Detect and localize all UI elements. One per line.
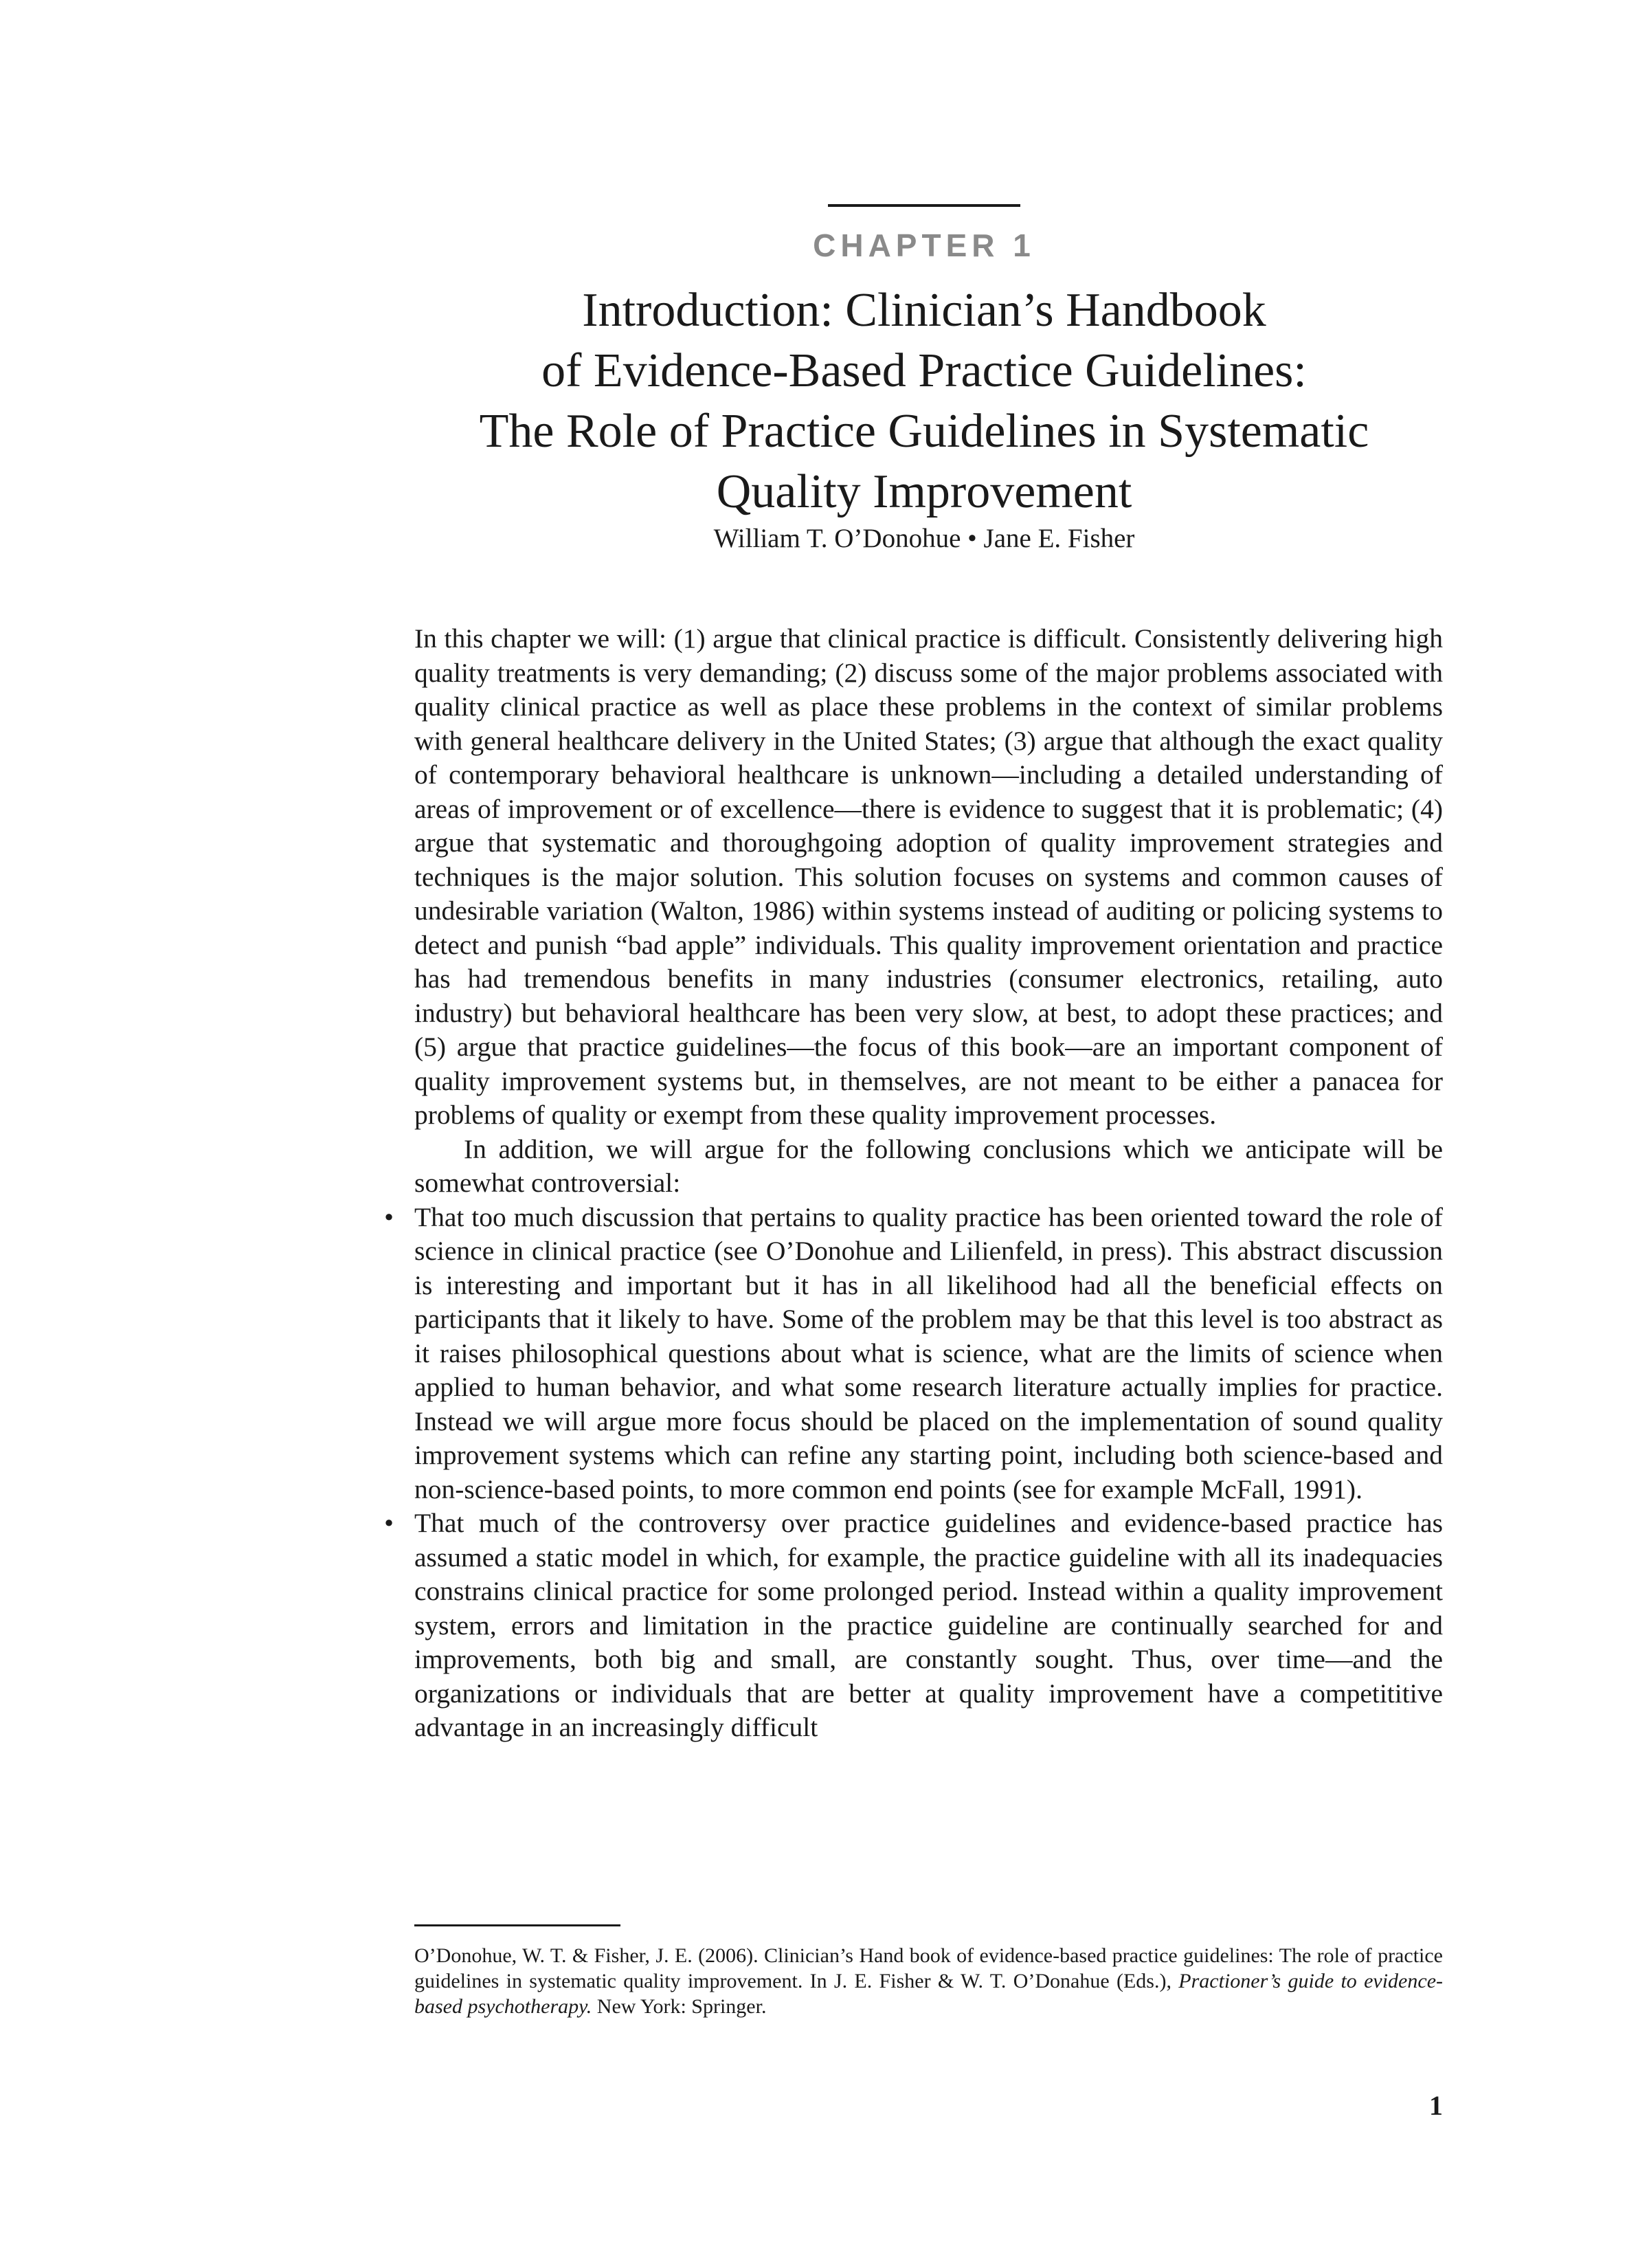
list-item [384,1201,1443,1507]
conclusions-list [384,1201,1443,1745]
page-number: 1 [1429,2090,1443,2121]
list-item-text: That much of the controversy over practice guidelines and evidence-based practice has assumed a static model in which, for example, the practice guideline with all its inadequacies constrains clinical practice for some prolonged period. Instead within a quality improvement system, errors and limitation in the practice guideline are continually searched for and improvements, both big and small, are constantly sought. Thus, over time—and the organizations or individuals that are better at quality improvement have a competititive advantage in an increasingly difficult [414,1508,1443,1742]
list-item-text: That too much discussion that pertains to quality practice has been oriented toward the role of science in clinical practice (see O’Donohue and Lilienfeld, in press). This abstract discussion is interesting and important but it has in all likelihood had all the beneficial effects on participants that it likely to have. Some of the problem may be that this level is too abstract as it raises philosophical questions about what is science, what are the limits of science when applied to human behavior, and what some research literature actually implies for practice. Instead we will argue more focus should be placed on the implementation of sound quality improvement systems which can refine any starting point, including both science-based and non-science-based points, to more common end points (see for example McFall, 1991). [414,1201,1443,1504]
chapter-title-line: Introduction: Clinician’s Handbook [582,284,1266,337]
chapter-top-rule [828,204,1020,207]
footnote-publisher: New York: Springer. [592,1995,767,2018]
bullet-marker: • [384,1201,394,1232]
list-item [384,1507,1443,1745]
paragraph-intro: In this chapter we will: (1) argue that clinical practice is difficult. Consistently delivering high quality treatments is very demanding; (2) discuss some of the major problems associated with quality clinical practice as well as place these problems in the context of similar problems with general healthcare delivery in the United States; (3) argue that although the exact quality of contemporary behavioral healthcare is unknown—including a detailed understanding of areas of improvement or of excellence—there is evidence to suggest that it is problematic; (4) argue that systematic and thoroughgoing adoption of quality improvement strategies and techniques is the major solution. This solution focuses on systems and common causes of undesirable variation (Walton, 1986) within systems instead of auditing or policing systems to detect and punish “bad apple” individuals. This quality improvement orientation and practice has had tremendous benefits in many industries (consumer electronics, retailing, auto industry) but behavioral healthcare has been very slow, at best, to adopt these practices; and (5) argue that practice guidelines—the focus of this book—are an important component of quality improvement systems but, in themselves, are not meant to be either a panacea for problems of quality or exempt from these quality improvement processes. [414,623,1443,1130]
authors: William T. O’Donohue • Jane E. Fisher [713,524,1135,553]
bullet-marker: • [384,1508,394,1538]
body-text [384,622,1443,1745]
footnote-rule [414,1924,620,1926]
footnote [414,1943,1443,2019]
footnote-citation: O’Donohue, W. T. & Fisher, J. E. (2006). Clinician’s Hand book of evidence-based practice guidelines: The role of practice guidelines in systematic quality improvement. In J. E. Fisher & W. T. O’Donahue (Eds.), [414,1944,1443,1992]
chapter-title [385,280,1463,522]
chapter-title-line: of Evidence-Based Practice Guidelines: [541,344,1307,397]
footnote-book-title: Practioner’s guide to evidence-based psychotherapy. [414,1970,1443,2018]
chapter-title-line: The Role of Practice Guidelines in Systematic [479,405,1369,458]
chapter-title-line: Quality Improvement [716,465,1132,518]
paragraph-conclusions-intro: In addition, we will argue for the following conclusions which we anticipate will be somewhat controversial: [414,1133,1443,1198]
chapter-label: CHAPTER 1 [813,227,1035,263]
